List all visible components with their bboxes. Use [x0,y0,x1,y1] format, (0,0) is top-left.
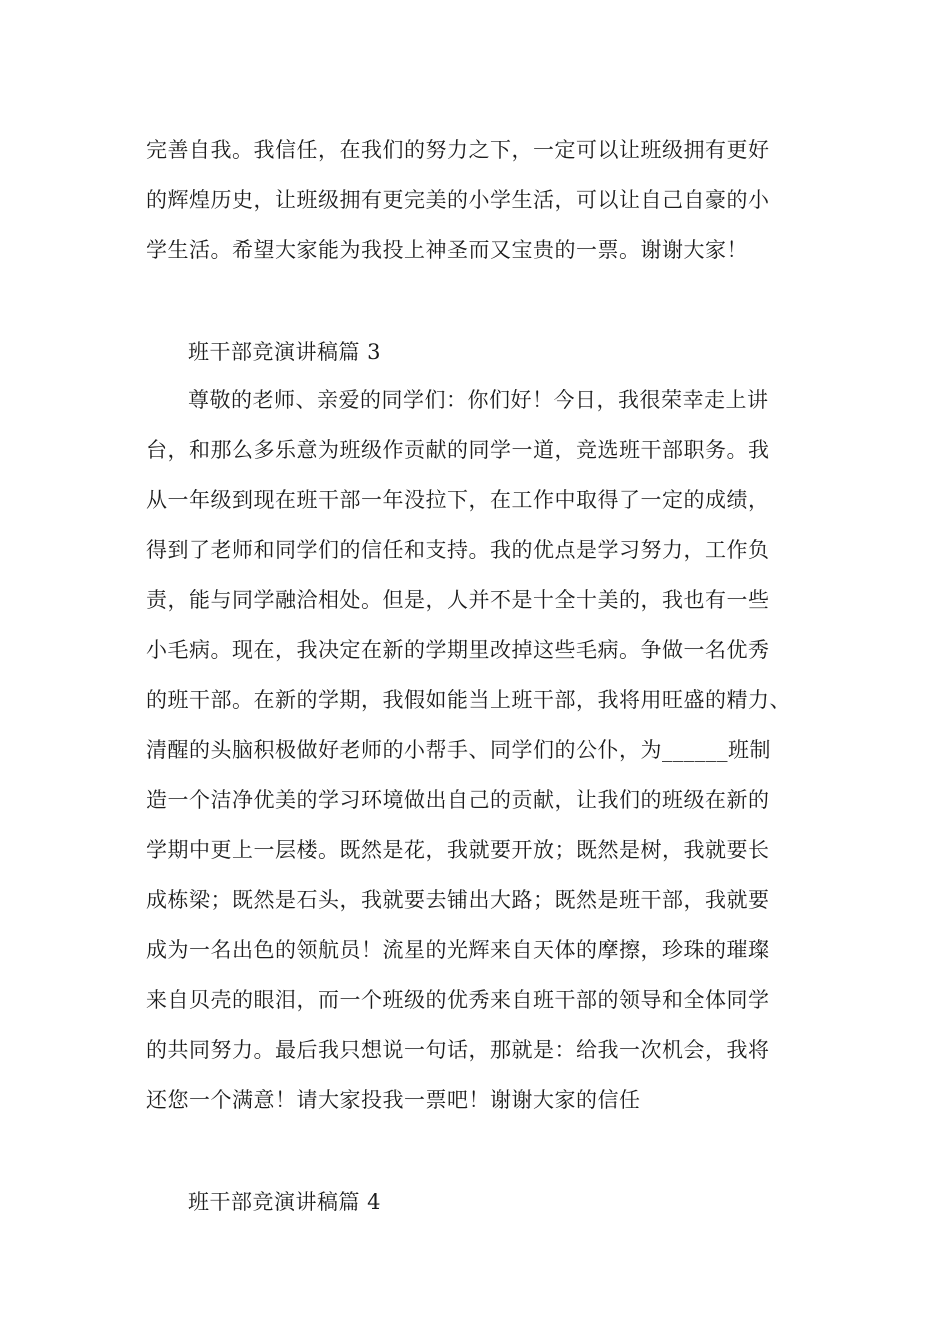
paragraph-line: 学期中更上一层楼。既然是花，我就要开放；既然是树，我就要长 [146,838,770,862]
paragraph-line: 台，和那么多乐意为班级作贡献的同学一道，竞选班干部职务。我 [146,438,770,462]
section-heading: 班干部竞演讲稿篇 3 [188,340,382,364]
paragraph-line: 的共同努力。最后我只想说一句话，那就是：给我一次机会，我将 [146,1038,770,1062]
paragraph-line: 小毛病。现在，我决定在新的学期里改掉这些毛病。争做一名优秀 [146,638,770,662]
paragraph-line: 完善自我。我信任，在我们的努力之下，一定可以让班级拥有更好 [146,138,770,162]
paragraph-line: 责，能与同学融洽相处。但是，人并不是十全十美的，我也有一些 [146,588,770,612]
paragraph-line: 从一年级到现在班干部一年没拉下，在工作中取得了一定的成绩， [146,488,770,512]
paragraph-line: 得到了老师和同学们的信任和支持。我的优点是学习努力，工作负 [146,538,770,562]
paragraph-line: 造一个洁净优美的学习环境做出自己的贡献，让我们的班级在新的 [146,788,770,812]
section-heading: 班干部竞演讲稿篇 4 [188,1190,382,1214]
paragraph-line: 来自贝壳的眼泪，而一个班级的优秀来自班干部的领导和全体同学 [146,988,770,1012]
paragraph-line: 尊敬的老师、亲爱的同学们：你们好！今日，我很荣幸走上讲 [188,388,769,412]
paragraph-line: 清醒的头脑积极做好老师的小帮手、同学们的公仆，为______班制 [146,738,771,762]
paragraph-line: 的班干部。在新的学期，我假如能当上班干部，我将用旺盛的精力、 [146,688,791,712]
paragraph-line: 还您一个满意！请大家投我一票吧！谢谢大家的信任 [146,1088,641,1112]
paragraph-line: 的辉煌历史，让班级拥有更完美的小学生活，可以让自己自豪的小 [146,188,770,212]
paragraph-line: 学生活。希望大家能为我投上神圣而又宝贵的一票。谢谢大家！ [146,238,748,262]
paragraph-line: 成栋梁；既然是石头，我就要去铺出大路；既然是班干部，我就要 [146,888,770,912]
paragraph-line: 成为一名出色的领航员！流星的光辉来自天体的摩擦，珍珠的璀璨 [146,938,770,962]
